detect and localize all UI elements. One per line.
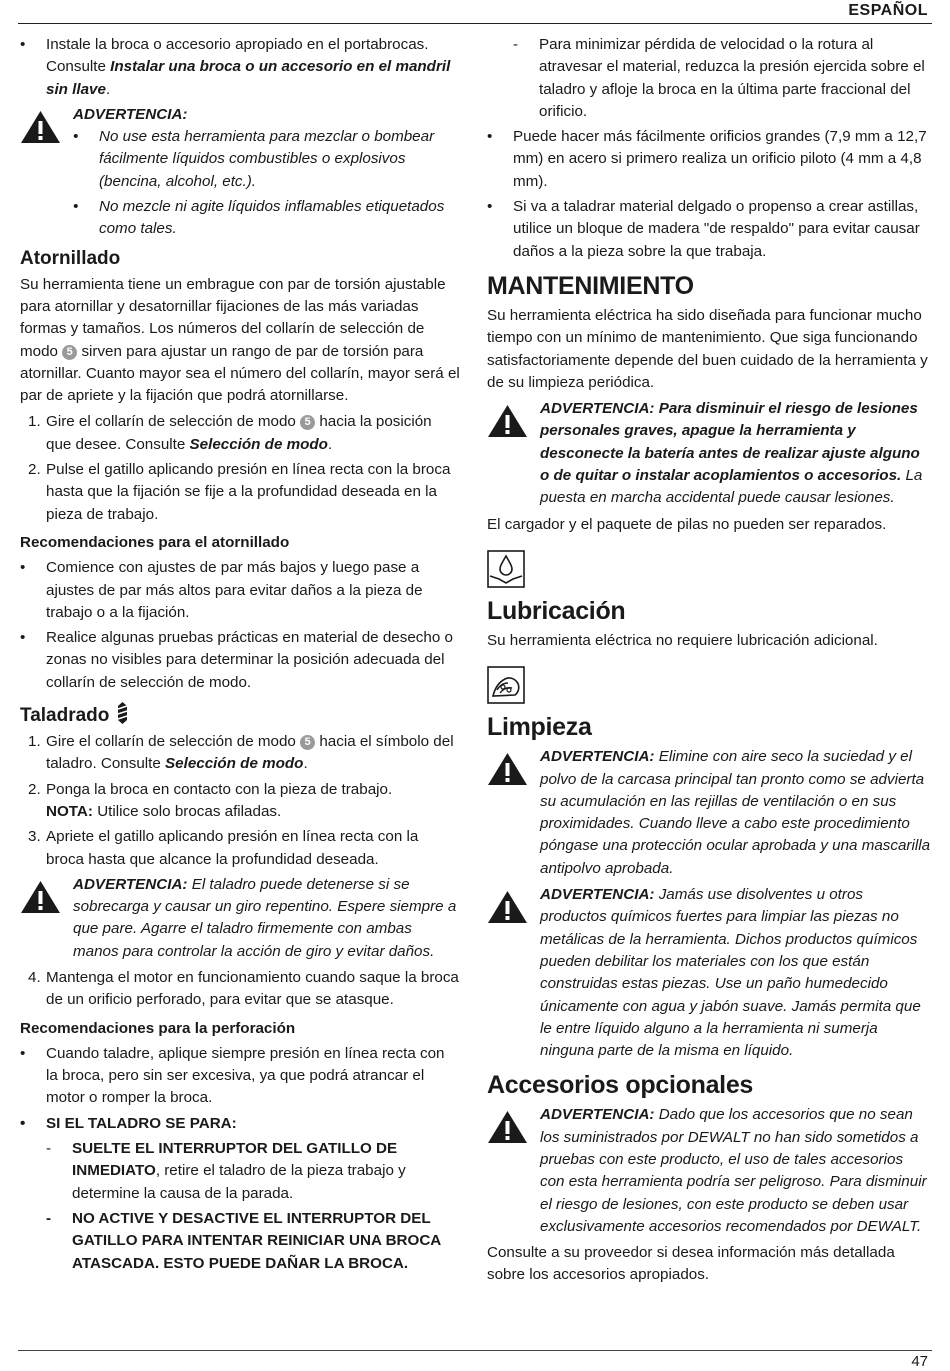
- text: Ponga la broca en contacto con la pieza de trabajo.: [46, 780, 393, 798]
- warning-item: • No mezcle ni agite líquidos inflamables etiquetados como tales.: [73, 196, 460, 241]
- text: .: [327, 435, 333, 453]
- cross-reference-link: Selección de modo: [189, 435, 328, 453]
- footer-rule: [18, 1350, 932, 1351]
- text: hacia el símbolo del taladro. Consulte: [46, 733, 454, 773]
- section-title-lubricacion: Lubricación: [487, 596, 626, 625]
- mode-collar-badge: 5: [300, 735, 315, 750]
- subsection-title: Recomendaciones para el atornillado: [20, 533, 290, 551]
- step-item: [20, 731, 460, 776]
- text: , retire el taladro de la pieza trabajo y determine la causa de la parada.: [72, 1162, 406, 1202]
- text: hacia la posición que desee. Consulte: [46, 413, 432, 453]
- list-item: • Realice algunas pruebas prácticas en material de desecho o zonas no visibles para determinar la posición adecuada del collarín de selección de modo.: [20, 627, 460, 694]
- bold-text: SUELTE EL INTERRUPTOR DEL GATILLO DE INMEDIATO: [72, 1140, 398, 1180]
- section-title-atornillado: Atornillado: [20, 247, 121, 269]
- page-number: 47: [911, 1353, 928, 1370]
- step-item: [20, 459, 460, 526]
- dash-item: - NO ACTIVE Y DESACTIVE EL INTERRUPTOR DEL GATILLO PARA INTENTAR REINICIAR UNA BROCA ATASCADA. ESTO PUEDE DAÑAR LA BROCA.: [46, 1208, 460, 1275]
- mode-collar-badge: 5: [62, 345, 77, 360]
- cross-reference-link: Selección de modo: [165, 755, 304, 773]
- step-item: [20, 826, 460, 871]
- note-label: NOTA:: [46, 802, 93, 820]
- section-title-taladrado: [20, 702, 460, 728]
- warning-title: ADVERTENCIA:: [540, 748, 655, 766]
- text: .: [303, 755, 308, 773]
- step-number: 2.: [28, 461, 41, 479]
- list-item: • SI EL TALADRO SE PARA:: [20, 1113, 460, 1135]
- list-item: • Si va a taladrar material delgado o propenso a crear astillas, utilice un bloque de madera "de respaldo" para evitar causar daños a la pieza sobre la que trabaja.: [487, 196, 931, 263]
- step-item: [20, 967, 460, 1012]
- step-number: 4.: [28, 968, 41, 986]
- warning-text: Elimine con aire seco la suciedad y el polvo de la carcasa principal tan pronto como se advierta su acumulación en las rejillas de ventilación o en sus proximidades. Cuando lleve a cabo este procedimiento póngase una protección ocular aprobada y una mascarilla antipolvo aprobada.: [540, 748, 931, 877]
- oil-drop-icon: [487, 550, 525, 588]
- section-title-limpieza: Limpieza: [487, 713, 592, 742]
- warning-block: [487, 884, 931, 1062]
- page-header-language: ESPAÑOL: [848, 2, 928, 19]
- right-column: [487, 34, 931, 1291]
- list-item: • Cuando taladre, aplique siempre presión en línea recta con la broca, pero sin ser excesiva, ya que podrá atrancar el motor o romper la broca.: [20, 1043, 460, 1110]
- list-item: • Comience con ajustes de par más bajos y luego pase a ajustes de par más altos para evitar daños a la pieza de trabajo o a la fijación.: [20, 557, 460, 624]
- text: Pulse el gatillo aplicando presión en línea recta con la broca hasta que la fijación se fije a la profundidad deseada en la pieza de trabajo.: [46, 461, 451, 523]
- list-item: • Puede hacer más fácilmente orificios grandes (7,9 mm a 12,7 mm) en acero si primero realiza un orificio piloto (4 mm a 4,8 mm).: [487, 126, 931, 193]
- text: Gire el collarín de selección de modo: [46, 733, 301, 751]
- step-number: 3.: [28, 828, 41, 846]
- warning-text: Jamás use disolventes u otros productos químicos fuertes para limpiar las piezas no metálicas de la herramienta. Dichos productos químicos pueden debilitar los materiales con los que están construidas estas piezas. Use un paño humedecido únicamente con agua y jabón suave. Jamás permita que le entre líquido alguno a la herramienta ni sumerja ninguna parte de la misma en líquido.: [540, 886, 921, 1060]
- warning-block: [20, 874, 460, 963]
- warning-triangle-icon: [487, 752, 528, 786]
- text: .: [105, 80, 111, 98]
- text: sirven para ajustar un rango de par de torsión para atornillar. Cuanto mayor sea el número del collarín, mayor será el par de apriete y la fijación que podrá atornillarse.: [20, 342, 460, 405]
- cleaning-hands-icon: [487, 666, 525, 704]
- text: Gire el collarín de selección de modo: [46, 413, 301, 431]
- warning-text: El taladro puede detenerse si se sobrecarga y causar un giro repentino. Espere siempre a que pare. Agarre el taladro firmemente con ambas manos para controlar la acción de giro y evitar daños.: [73, 875, 457, 960]
- paragraph: [20, 274, 460, 408]
- sub-list: [20, 1138, 460, 1275]
- drill-bit-icon: [117, 702, 128, 724]
- warning-triangle-icon: [487, 890, 528, 924]
- text: Instale la broca o accesorio apropiado en el portabrocas. Consulte: [46, 36, 429, 76]
- warning-text: La puesta en marcha accidental puede causar lesiones.: [540, 467, 923, 507]
- paragraph: Su herramienta eléctrica no requiere lubricación adicional.: [487, 631, 878, 649]
- step-item: [20, 779, 460, 824]
- dash-item: - Para minimizar pérdida de velocidad o la rotura al atravesar el material, reduzca la presión ejercida sobre el taladro y afloje la broca en la última parte fraccional del orificio.: [513, 34, 931, 123]
- warning-title: ADVERTENCIA:: [73, 875, 188, 893]
- text: Su herramienta tiene un embrague con par de torsión ajustable para atornillar y desatornillar fijaciones de las más variadas formas y tamaños. Los números del collarín de selección de modo: [20, 275, 446, 360]
- warning-block: [20, 104, 460, 241]
- warning-text: Dado que los accesorios que no sean los suministrados por DEWALT no han sido sometidos a pruebas con este producto, el uso de tales accesorios con esta herramienta podría ser peligroso. Para disminuir el riesgo de lesiones, con este producto se deben usar exclusivamente accesorios recomendados por DEWALT.: [540, 1106, 927, 1235]
- header-rule: [18, 23, 932, 24]
- warning-title: ADVERTENCIA:: [540, 886, 655, 904]
- text: Utilice solo brocas afiladas.: [92, 802, 282, 820]
- warning-block: [487, 398, 931, 509]
- text: Apriete el gatillo aplicando presión en línea recta con la broca hasta que alcance la profundidad deseada.: [46, 828, 419, 868]
- paragraph: Consulte a su proveedor si desea información más detallada sobre los accesorios apropiados.: [487, 1244, 895, 1284]
- warning-triangle-icon: [20, 110, 61, 144]
- step-number: 1.: [28, 733, 41, 751]
- warning-title: ADVERTENCIA:: [540, 1106, 655, 1124]
- section-title-mantenimiento: MANTENIMIENTO: [487, 271, 694, 300]
- paragraph: Su herramienta eléctrica ha sido diseñada para funcionar mucho tiempo con un mínimo de mantenimiento. Que siga funcionando satisfactoriamente depende del buen cuidado de la herramienta y de su limpieza periódica.: [487, 306, 928, 391]
- step-number: 2.: [28, 780, 41, 798]
- warning-triangle-icon: [487, 404, 528, 438]
- mode-collar-badge: 5: [300, 415, 315, 430]
- warning-block: [487, 1104, 931, 1238]
- cross-reference-link: Instalar una broca o un accesorio en el mandril sin llave: [46, 58, 451, 98]
- dash-item: [46, 1138, 460, 1205]
- left-column: [20, 34, 460, 1278]
- step-item: [20, 411, 460, 456]
- warning-item: • No use esta herramienta para mezclar o bombear fácilmente líquidos combustibles o explosivos (bencina, alcohol, etc.).: [73, 126, 460, 193]
- title-text: Taladrado: [20, 705, 110, 727]
- warning-block: [487, 746, 931, 880]
- section-title-accesorios: Accesorios opcionales: [487, 1071, 754, 1100]
- text: Mantenga el motor en funcionamiento cuando saque la broca de un orificio perforado, para evitar que se atasque.: [46, 968, 459, 1009]
- warning-bold-text: ADVERTENCIA: Para disminuir el riesgo de lesiones personales graves, apague la herramienta y desconecte la batería antes de realizar ajuste alguno o de quitar o instalar acoplamientos o accesorios.: [540, 400, 920, 485]
- paragraph: El cargador y el paquete de pilas no pueden ser reparados.: [487, 515, 887, 533]
- step-number: 1.: [28, 413, 41, 431]
- warning-triangle-icon: [20, 880, 61, 914]
- warning-triangle-icon: [487, 1110, 528, 1144]
- subsection-title: Recomendaciones para la perforación: [20, 1019, 296, 1037]
- warning-title: ADVERTENCIA:: [73, 105, 188, 123]
- list-item: [20, 34, 460, 101]
- sub-list: [487, 34, 931, 123]
